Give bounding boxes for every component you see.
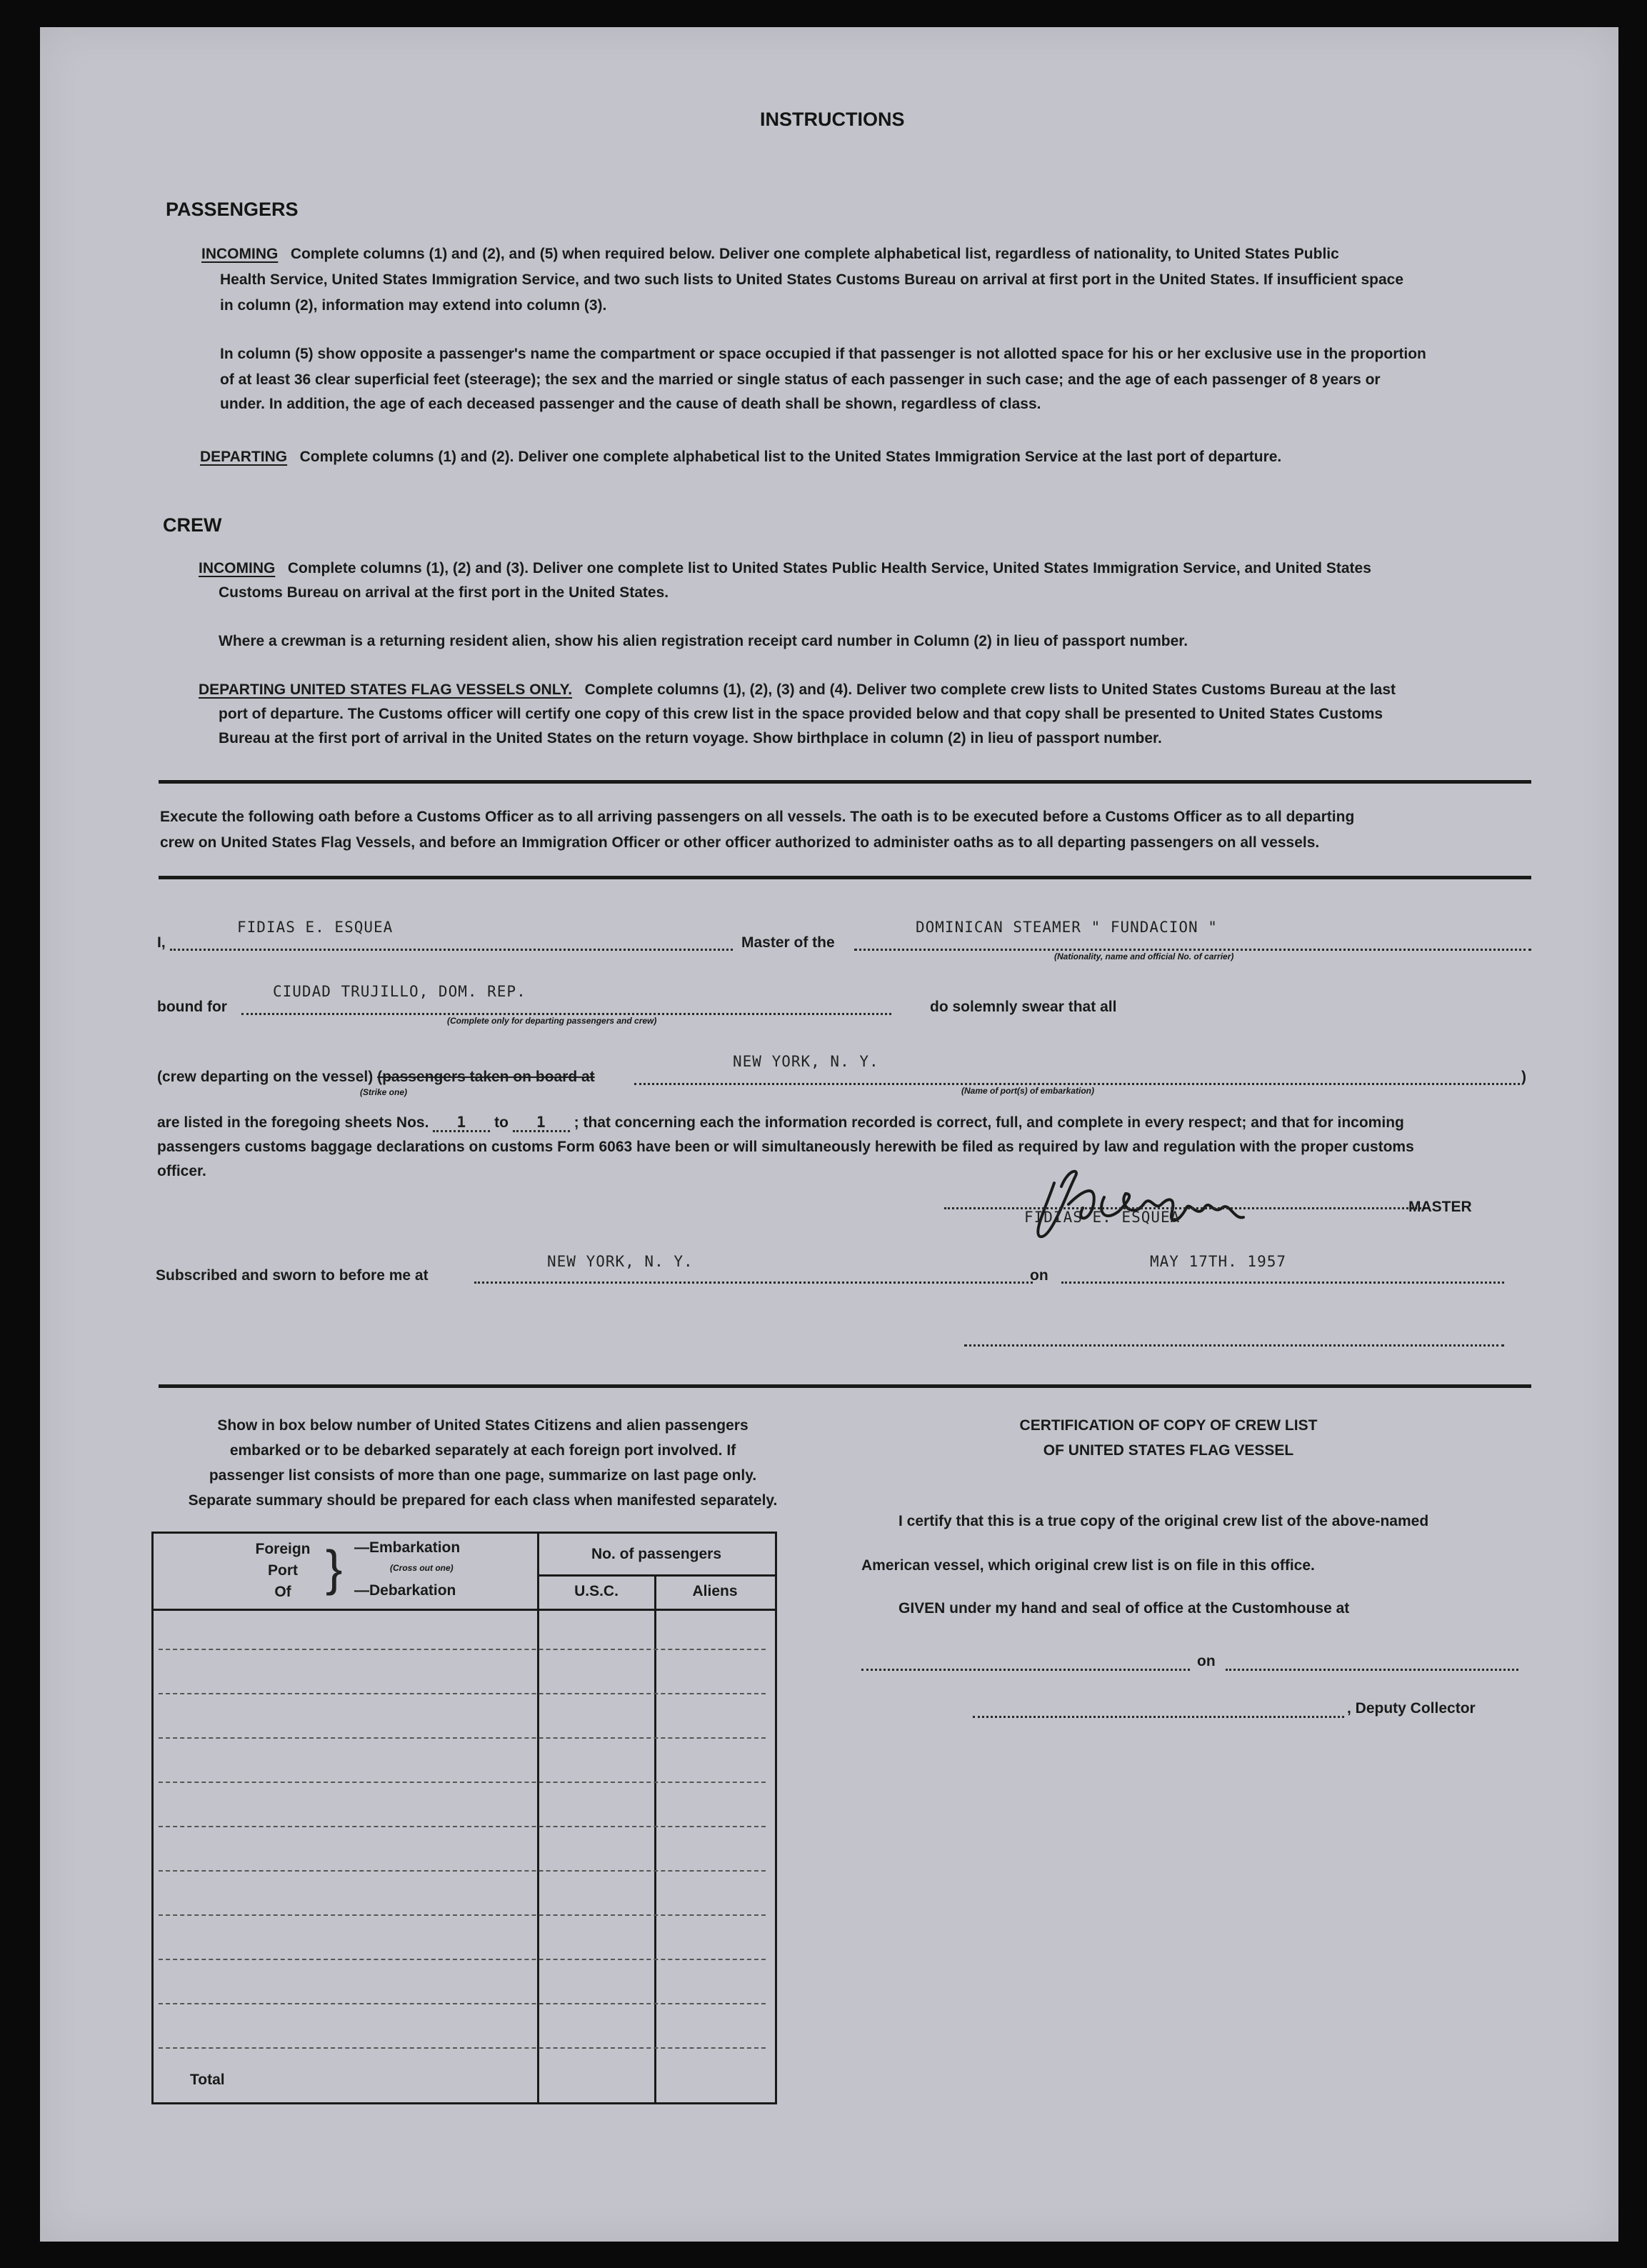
master-name-value: FIDIAS E. ESQUEA [237, 919, 394, 936]
crew-departing-text-2: port of departure. The Customs officer will certify one copy of this crew list in the space provided below and that copy shall be presented to United States Customs [219, 706, 1383, 722]
carrier-note: (Nationality, name and official No. of carrier) [1054, 951, 1234, 961]
incoming-text-1: Complete columns (1) and (2), and (5) when required below. Deliver one complete alphabetical list, regardless of nationality, to United States Public [290, 246, 1339, 262]
port-value: NEW YORK, N. Y. [733, 1053, 879, 1070]
crew-resident-text: Where a crewman is a returning resident alien, show his alien registration receipt card number in Column (2) in lieu of passport number. [219, 633, 1188, 649]
listed-text-2: passengers customs baggage declarations on customs Form 6063 have been or will simultaneously herewith be filed as required by law and regulation with the proper customs [157, 1139, 1414, 1155]
bound-for-value: CIUDAD TRUJILLO, DOM. REP. [273, 983, 526, 1000]
departing-text: Complete columns (1) and (2). Deliver one complete alphabetical list to the United States Immigration Service at the last port of departure. [299, 449, 1282, 465]
passengers-incoming [201, 241, 1573, 266]
crew-departing-text-1: Complete columns (1), (2), (3) and (4). Deliver two complete crew lists to United States Customs Bureau at the last [584, 681, 1396, 698]
passengers-heading: PASSENGERS [166, 199, 299, 220]
summary-instructions [154, 1413, 811, 1513]
foreign-label: Foreign [255, 1541, 311, 1557]
subscribed-label: Subscribed and sworn to before me at [156, 1267, 429, 1284]
cross-out-note: (Cross out one) [390, 1563, 454, 1573]
deputy-collector-label: , Deputy Collector [1347, 1700, 1476, 1717]
table-column-divider [654, 1576, 656, 2104]
table-row[interactable] [159, 1649, 766, 1650]
summary-instructions-3: passenger list consists of more than one page, summarize on last page only. [209, 1467, 757, 1484]
foreign-port-of-label [233, 1539, 333, 1603]
certification-title [897, 1413, 1440, 1463]
oath-instructions-2: crew on United States Flag Vessels, and before an Immigration Officer or other officer authorized to administer oaths as to all departing passengers on all vessels. [160, 834, 1320, 851]
certification-title-1: CERTIFICATION OF COPY OF CREW LIST [1019, 1417, 1318, 1434]
handwritten-signature-image [1026, 1154, 1297, 1247]
crew-incoming-label: INCOMING [199, 560, 276, 576]
passengers-departing [200, 444, 1281, 469]
divider [159, 780, 1531, 784]
table-row[interactable] [159, 1914, 766, 1916]
table-column-divider [537, 1532, 539, 2104]
sworn-date-field[interactable] [1061, 1282, 1504, 1284]
usc-header: U.S.C. [574, 1583, 619, 1599]
certification-text-3: GIVEN under my hand and seal of office at the Customhouse at [898, 1600, 1350, 1617]
listed-text-3: officer. [157, 1163, 206, 1179]
col5-text-2: of at least 36 clear superficial feet (steerage); the sex and the married or single status of each passenger in such case; and the age of each passenger of 8 years or [220, 371, 1381, 388]
to-label: to [494, 1114, 509, 1131]
no-of-passengers-header: No. of passengers [591, 1546, 722, 1562]
passengers-taken-label: (passengers taken on board at [377, 1069, 595, 1085]
sheet-to-value[interactable]: 1 [513, 1114, 570, 1132]
divider [159, 876, 1531, 879]
aliens-header: Aliens [692, 1583, 738, 1599]
table-row[interactable] [159, 2003, 766, 2004]
master-of-label: Master of the [741, 934, 835, 951]
crew-departing-label: DEPARTING UNITED STATES FLAG VESSELS ONLY. [199, 681, 573, 698]
oath-instructions-1: Execute the following oath before a Customs Officer as to all arriving passengers on all vessels. The oath is to be executed before a Customs Officer as to all departing [160, 809, 1355, 825]
table-row[interactable] [159, 1826, 766, 1827]
cert-on-label: on [1197, 1653, 1216, 1669]
col5-text-3: under. In addition, the age of each deceased passenger and the cause of death shall be shown, regardless of class. [220, 396, 1041, 412]
carrier-field[interactable] [854, 949, 1531, 951]
port-label: Port [268, 1562, 298, 1579]
table-row[interactable] [159, 1959, 766, 1960]
listed-label: are listed in the foregoing sheets Nos. [157, 1114, 429, 1131]
incoming-text-3: in column (2), information may extend into column (3). [220, 297, 607, 314]
debarkation-label: —Debarkation [354, 1582, 456, 1599]
bound-for-field[interactable] [241, 1013, 891, 1015]
incoming-text-2: Health Service, United States Immigration Service, and two such lists to United States Customs Bureau on arrival at first port in the United States. If insufficient space [220, 271, 1404, 288]
certification-title-2: OF UNITED STATES FLAG VESSEL [1043, 1442, 1294, 1459]
officer-signature-field[interactable] [964, 1344, 1504, 1347]
crew-departing-label: (crew departing on the vessel) [157, 1069, 374, 1085]
summary-instructions-1: Show in box below number of United States Citizens and alien passengers [217, 1417, 749, 1434]
table-row[interactable] [159, 2047, 766, 2049]
bound-for-label: bound for [157, 999, 227, 1015]
passenger-summary-table [151, 1532, 777, 2104]
table-row[interactable] [159, 1870, 766, 1872]
total-label: Total [190, 2072, 225, 2088]
of-label: Of [274, 1584, 291, 1600]
certification-text-1: I certify that this is a true copy of the original crew list of the above-named [898, 1513, 1429, 1529]
crew-departing-text-3: Bureau at the first port of arrival in the United States on the return voyage. Show birthplace in column (2) in lieu of passport number. [219, 730, 1162, 746]
deputy-signature-field[interactable] [973, 1716, 1344, 1718]
port-field[interactable] [634, 1083, 1520, 1085]
incoming-label: INCOMING [201, 246, 279, 262]
listed-text-1: ; that concerning each the information recorded is correct, full, and complete in every respect; and that for incoming [574, 1114, 1404, 1131]
i-label: I, [157, 934, 166, 951]
departing-label: DEPARTING [200, 449, 288, 465]
table-header-divider [537, 1574, 775, 1577]
strike-note: (Strike one) [360, 1087, 408, 1097]
port-note: (Name of port(s) of embarkation) [961, 1086, 1095, 1096]
crew-incoming-text-1: Complete columns (1), (2) and (3). Deliver one complete list to United States Public Health Service, United States Immigration Service, and United States [287, 560, 1371, 576]
carrier-value: DOMINICAN STEAMER " FUNDACION " [916, 919, 1218, 936]
master-label: MASTER [1408, 1199, 1472, 1215]
sworn-date-value: MAY 17TH. 1957 [1150, 1253, 1287, 1270]
sheet-from-value[interactable]: 1 [433, 1114, 490, 1132]
document-page [40, 27, 1618, 2242]
summary-instructions-4: Separate summary should be prepared for each class when manifested separately. [188, 1492, 778, 1509]
master-name-field[interactable] [170, 949, 733, 951]
cert-date-field[interactable] [1226, 1669, 1518, 1671]
crew-incoming-text-2: Customs Bureau on arrival at the first port in the United States. [219, 584, 669, 601]
sworn-place-value: NEW YORK, N. Y. [547, 1253, 694, 1270]
swear-label: do solemnly swear that all [930, 999, 1117, 1015]
bound-note: (Complete only for departing passengers and crew) [447, 1016, 657, 1026]
embark-line [157, 1064, 595, 1089]
col5-text-1: In column (5) show opposite a passenger's name the compartment or space occupied if that passenger is not allotted space for his or her exclusive use in the proportion [220, 346, 1426, 362]
summary-instructions-2: embarked or to be debarked separately at each foreign port involved. If [229, 1442, 736, 1459]
embarkation-label: —Embarkation [354, 1539, 461, 1556]
crew-incoming [199, 556, 1371, 581]
listed-line [157, 1110, 1404, 1135]
table-header-bottom [151, 1609, 775, 1611]
page-title: INSTRUCTIONS [760, 109, 905, 130]
table-row[interactable] [159, 1693, 766, 1694]
customhouse-field[interactable] [861, 1669, 1190, 1671]
crew-departing [199, 677, 1396, 702]
on-label: on [1030, 1267, 1048, 1284]
table-row[interactable] [159, 1782, 766, 1783]
table-row[interactable] [159, 1737, 766, 1739]
brace-glyph: } [326, 1540, 343, 1596]
sworn-place-field[interactable] [474, 1282, 1033, 1284]
signature-field[interactable] [944, 1207, 1430, 1209]
divider [159, 1384, 1531, 1388]
certification-text-2: American vessel, which original crew list is on file in this office. [861, 1557, 1315, 1574]
crew-heading: CREW [163, 514, 222, 536]
close-paren: ) [1521, 1069, 1526, 1085]
signature-typed: FIDIAS E. ESQUEA [1024, 1209, 1181, 1226]
